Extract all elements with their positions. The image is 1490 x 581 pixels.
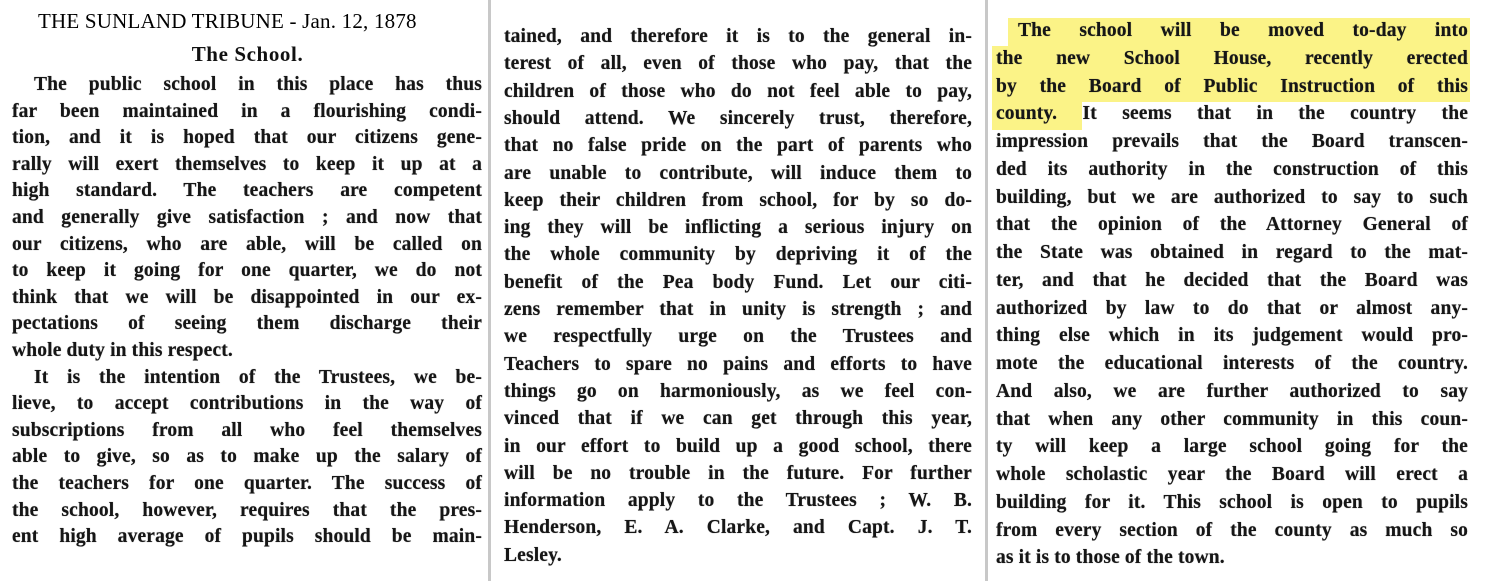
col2-line: benefit of the Pea body Fund. Let our citi- [504, 271, 972, 293]
col2-line: vinced that if we can get through this year, [504, 408, 972, 430]
column-2 [504, 0, 972, 581]
col3-line: that when any other community in this coun- [996, 408, 1468, 430]
col2-line: information apply to the Trustees ; W. B. [504, 490, 972, 512]
column-3 [996, 0, 1468, 581]
col1-line: ent high average of pupils should be main- [12, 526, 482, 548]
col1-line: think that we will be disappointed in our ex- [12, 286, 482, 308]
col3-line: authorized by law to do that or almost any- [996, 297, 1468, 319]
col1-line: tion, and it is hoped that our citizens gene- [12, 127, 482, 149]
col3-line: mote the educational interests of the country. [996, 353, 1468, 374]
col1-line: pectations of seeing them discharge their [12, 313, 482, 335]
col2-line: tained, and therefore it is to the general in- [504, 26, 972, 47]
col2-line: will be no trouble in the future. For further [504, 462, 972, 484]
col2-line: are unable to contribute, will induce them to [504, 162, 972, 184]
col1-line: to keep it going for one quarter, we do not [12, 260, 482, 282]
col2-line: that no false pride on the part of parents who [504, 135, 972, 157]
col3-line: impression prevails that the Board transcen- [996, 131, 1468, 152]
col1-line: our citizens, who are able, will be called on [12, 233, 482, 255]
col3-line: county. It seems that in the country the [996, 103, 1468, 125]
col2-line: Lesley. [504, 544, 562, 566]
article-heading: The School. [191, 42, 304, 66]
col1-line: whole duty in this respect. [12, 340, 233, 361]
column-rule-2 [985, 0, 988, 581]
col2-line: children of those who do not feel able to pay, [504, 80, 972, 102]
col2-line: terest of all, even of those who pay, that the [504, 53, 972, 75]
col1-line: subscriptions from all who feel themselves [12, 419, 482, 441]
col3-line: ty will keep a large school going for the [996, 436, 1468, 458]
col1-line: rally will exert themselves to keep it up at a [12, 153, 482, 175]
col1-line: the teachers for one quarter. The success of [12, 473, 482, 494]
col1-line: the school, however, requires that the pres- [12, 499, 482, 521]
col3-line: building for it. This school is open to pupils [996, 491, 1468, 513]
col3-line: from every section of the county as much so [996, 519, 1468, 541]
column-1 [12, 0, 482, 581]
col3-line: by the Board of Public Instruction of this [996, 75, 1468, 97]
col3-line: The school will be moved to-day into [1018, 20, 1468, 41]
col3-line: that the opinion of the Attorney General of [996, 214, 1468, 236]
col2-line: should attend. We sincerely trust, therefore, [504, 107, 972, 129]
col1-line: and generally give satisfaction ; and now that [12, 207, 482, 228]
col1-line: It is the intention of the Trustees, we be- [34, 366, 482, 388]
col3-line: whole scholastic year the Board will erect a [996, 464, 1468, 485]
col2-line: Teachers to spare no pains and efforts to have [504, 353, 972, 375]
col3-line: ter, and that he decided that the Board was [996, 269, 1468, 291]
col3-line: And also, we are further authorized to say [996, 380, 1468, 402]
col3-line: thing else which in its judgement would pro- [996, 325, 1468, 347]
col2-line: things go on harmoniously, as we feel con- [504, 380, 972, 402]
col2-line: ing they will be inflicting a serious injury on [504, 217, 972, 239]
col3-line: ded its authority in the construction of this [996, 158, 1468, 180]
col2-line: we respectfully urge on the Trustees and [504, 326, 972, 348]
col3-line: the State was obtained in regard to the mat- [996, 242, 1468, 263]
col2-line: the whole community by depriving it of the [504, 244, 972, 266]
col1-line: far been maintained in a flourishing condi- [12, 100, 482, 122]
clipping-caption: THE SUNLAND TRIBUNE - Jan. 12, 1878 [38, 9, 417, 33]
col2-line: zens remember that in unity is strength ; and [504, 299, 972, 320]
col1-line: The public school in this place has thus [34, 74, 482, 95]
col1-line: high standard. The teachers are competent [12, 180, 482, 202]
col1-line: able to give, so as to make up the salary of [12, 446, 482, 468]
col2-line: in our effort to build up a good school, there [504, 435, 972, 457]
col3-line: as it is to those of the town. [996, 547, 1225, 569]
col1-line: lieve, to accept contributions in the way of [12, 393, 482, 415]
col3-line: the new School House, recently erected [996, 47, 1468, 69]
col2-line: keep their children from school, for by so do- [504, 189, 972, 211]
col3-line: building, but we are authorized to say to such [996, 186, 1468, 208]
column-rule-1 [488, 0, 491, 581]
col2-line: Henderson, E. A. Clarke, and Capt. J. T. [504, 517, 972, 539]
